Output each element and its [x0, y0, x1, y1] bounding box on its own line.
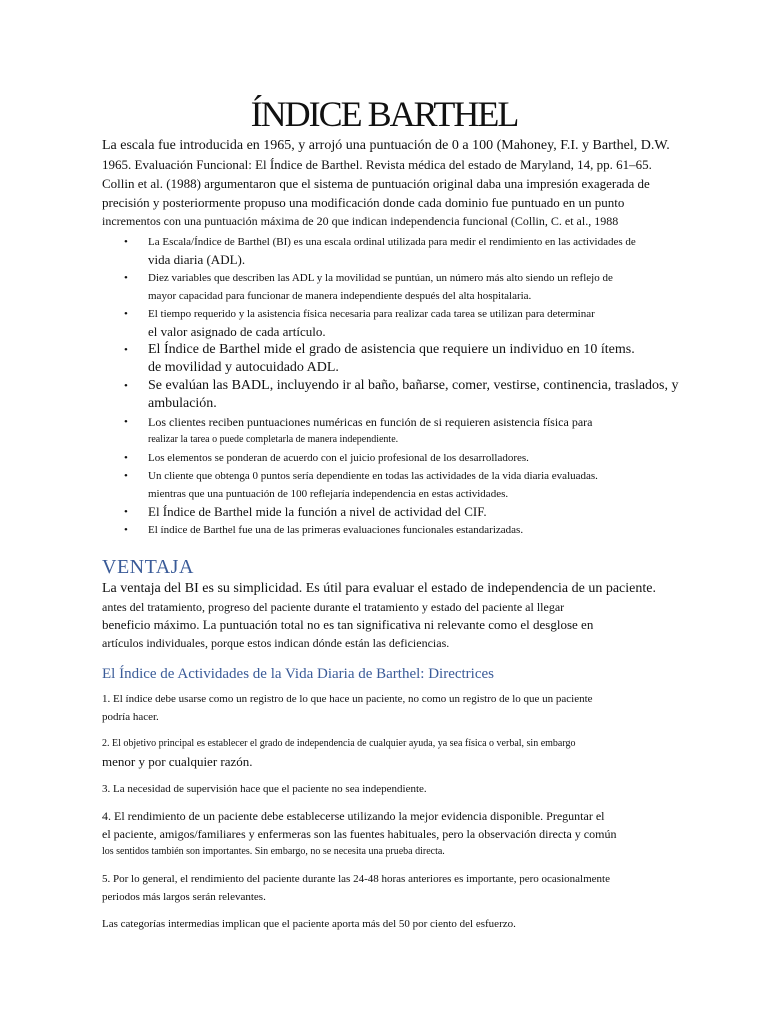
bullet-item — [148, 449, 708, 467]
intro-line: Collin et al. (1988) argumentaron que el sistema de puntuación original daba una impresión exagerada de — [102, 176, 650, 191]
bullet-item — [148, 233, 708, 269]
document-title: ÍNDICE BARTHEL — [250, 94, 518, 134]
bullet-item — [148, 467, 708, 503]
ventaja-heading: VENTAJA — [102, 556, 194, 578]
bullet-line: de movilidad y autocuidado ADL. — [148, 360, 339, 375]
directriz-line: 5. Por lo general, el rendimiento del paciente durante las 24-48 horas anteriores es importante, pero ocasionalmente — [102, 873, 610, 885]
ventaja-paragraph — [102, 580, 702, 652]
directriz-line: 1. El índice debe usarse como un registro de lo que hace un paciente, no como un registro de lo que un paciente — [102, 693, 593, 705]
directriz-item — [102, 735, 702, 771]
intro-paragraph — [102, 136, 702, 231]
ventaja-line: beneficio máximo. La puntuación total no es tan significativa ni relevante como el desglose en — [102, 617, 594, 632]
directriz-item — [102, 690, 702, 726]
directrices-heading: El Índice de Actividades de la Vida Diaria de Barthel: Directrices — [102, 666, 494, 682]
intro-line: La escala fue introducida en 1965, y arrojó una puntuación de 0 a 100 (Mahoney, F.I. y Barthel, D.W. — [102, 138, 670, 153]
bullet-line: • Se evalúan las BADL, incluyendo ir al baño, bañarse, comer, vestirse, continencia, traslados, y — [148, 378, 679, 393]
bullet-line: • El Índice de Barthel mide la función a nivel de actividad del CIF. — [148, 504, 487, 519]
bullet-item — [148, 377, 708, 413]
directriz-line: el paciente, amigos/familiares y enfermeras son las fuentes habituales, pero la observación directa y común — [102, 827, 617, 841]
ventaja-line: antes del tratamiento, progreso del paciente durante el tratamiento y estado del paciente al llegar — [102, 600, 565, 614]
bullet-item — [148, 269, 708, 305]
directriz-line: los sentidos también son importantes. Sin embargo, no se necesita una prueba directa. — [102, 846, 445, 857]
bullet-item — [148, 521, 708, 539]
directriz-line: 4. El rendimiento de un paciente debe establecerse utilizando la mejor evidencia disponible. Preguntar el — [102, 809, 605, 823]
directriz-line: menor y por cualquier razón. — [102, 754, 253, 769]
directriz-item — [102, 780, 702, 798]
bullet-item — [148, 413, 708, 449]
bullet-line: • Los clientes reciben puntuaciones numéricas en función de si requieren asistencia física para — [148, 415, 593, 429]
bullet-line: • El Índice de Barthel mide el grado de asistencia que requiere un individuo en 10 ítems. — [148, 342, 635, 357]
bullet-item — [148, 305, 708, 341]
bullet-line: el valor asignado de cada artículo. — [148, 324, 326, 339]
intro-line: precisión y posteriormente propuso una modificación donde cada dominio fue puntuado en un punto — [102, 195, 625, 210]
bullet-line: • El índice de Barthel fue una de las primeras evaluaciones funcionales estandarizadas. — [148, 524, 524, 536]
bullet-item — [148, 503, 708, 521]
bullet-list — [148, 233, 708, 539]
directriz-item — [102, 870, 702, 906]
directriz-line: Las categorías intermedias implican que el paciente aporta más del 50 por ciento del esfuerzo. — [102, 918, 516, 930]
bullet-line: • El tiempo requerido y la asistencia física necesaria para realizar cada tarea se utilizan para determinar — [148, 308, 595, 320]
ventaja-line: artículos individuales, porque estos indican dónde están las deficiencias. — [102, 636, 450, 650]
directriz-line: podría hacer. — [102, 711, 159, 723]
bullet-line: • Los elementos se ponderan de acuerdo con el juicio profesional de los desarrolladores. — [148, 452, 529, 464]
bullet-line: • La Escala/Índice de Barthel (BI) es una escala ordinal utilizada para medir el rendimiento en las actividades de — [148, 236, 636, 248]
bullet-line: realizar la tarea o puede completarla de manera independiente. — [148, 434, 399, 445]
directriz-item — [102, 807, 702, 861]
bullet-line: mayor capacidad para funcionar de manera independiente después del alta hospitalaria. — [148, 290, 532, 302]
directriz-line: periodos más largos serán relevantes. — [102, 891, 266, 903]
directriz-item — [102, 915, 702, 933]
bullet-line: • Diez variables que describen las ADL y la movilidad se puntúan, un número más alto siendo un reflejo de — [148, 272, 613, 284]
bullet-line: mientras que una puntuación de 100 reflejaría independencia en estas actividades. — [148, 488, 509, 500]
directrices-list — [102, 690, 702, 942]
intro-line: 1965. Evaluación Funcional: El Índice de Barthel. Revista médica del estado de Maryland, 14, pp. 61–65. — [102, 157, 652, 172]
ventaja-line: La ventaja del BI es su simplicidad. Es útil para evaluar el estado de independencia de un paciente. — [102, 581, 656, 596]
directriz-line: 2. El objetivo principal es establecer el grado de independencia de cualquier ayuda, ya sea física o verbal, sin embargo — [102, 738, 576, 749]
bullet-line: ambulación. — [148, 396, 217, 411]
bullet-line: vida diaria (ADL). — [148, 252, 246, 267]
bullet-line: • Un cliente que obtenga 0 puntos sería dependiente en todas las actividades de la vida diaria evaluadas. — [148, 470, 598, 482]
intro-line: incrementos con una puntuación máxima de 20 que indican independencia funcional (Collin, C. et al., 1988 — [102, 214, 619, 228]
directriz-line: 3. La necesidad de supervisión hace que el paciente no sea independiente. — [102, 783, 427, 795]
bullet-item — [148, 341, 708, 377]
